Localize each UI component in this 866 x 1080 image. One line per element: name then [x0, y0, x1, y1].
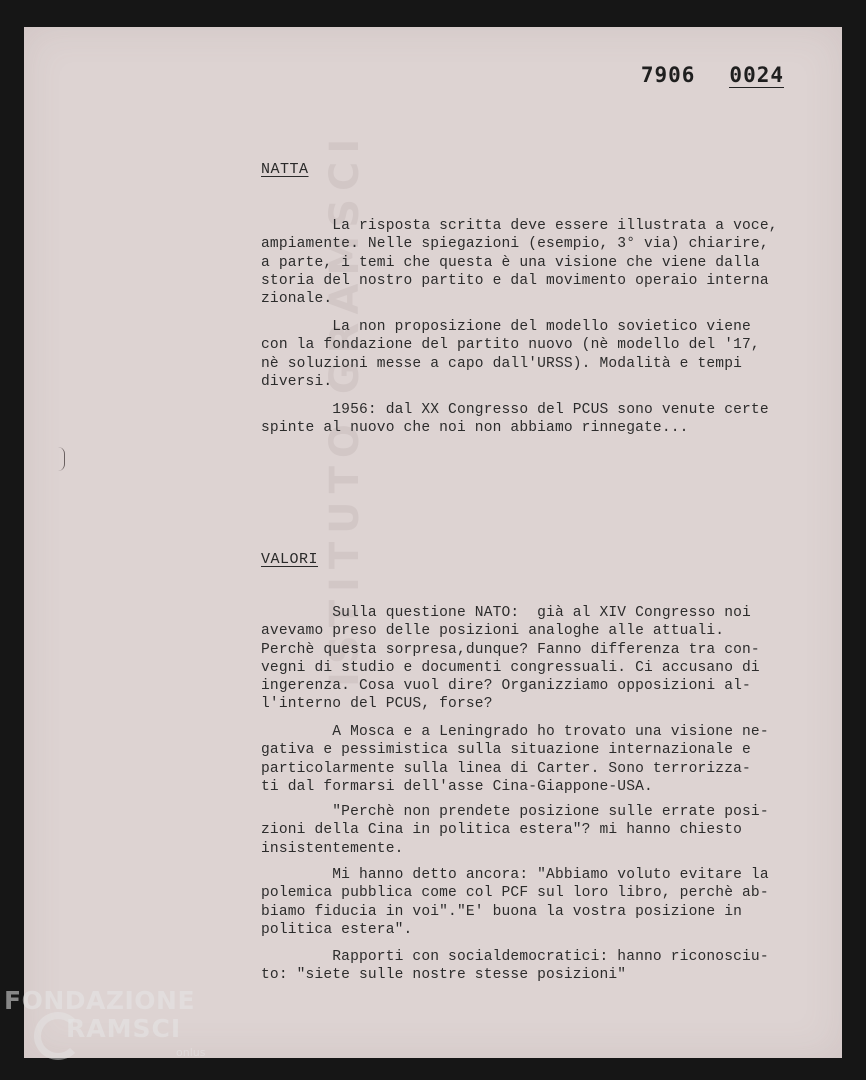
paragraph: Mi hanno detto ancora: "Abbiamo voluto evitare la polemica pubblica come col PCF sul loro libro, perchè ab- biamo fiducia in voi"."E' buona la vostra posizione in politica estera".	[261, 867, 769, 938]
document-number-left: 7906	[640, 63, 696, 87]
watermark: ISTITUTO GRAMSCI	[322, 130, 368, 687]
section-heading-valori: VALORI	[261, 551, 319, 568]
logo-line1: FONDAZIONE	[4, 986, 196, 1015]
paragraph: Sulla questione NATO: già al XIV Congresso noi avevamo preso delle posizioni analoghe alle attuali. Perchè questa sorpresa,dunque? Fanno differenza tra con- vegni di studio e documenti congressuali. Ci accusano di ingerenza. Cosa vuol dire? Organizziamo opposizioni al- l'interno del PCUS, forse?	[261, 605, 760, 713]
paragraph: La risposta scritta deve essere illustrata a voce, ampiamente. Nelle spiegazioni (esempio, 3° via) chiarire, a parte, i temi che questa è una visione che viene dalla storia del nostro partito e dal movimento operaio interna zionale.	[261, 218, 778, 308]
section-heading-natta: NATTA	[261, 161, 309, 178]
paragraph: La non proposizione del modello sovietico viene con la fondazione del partito nuovo (nè modello del '17, nè soluzioni messe a capo dall'URSS). Modalità e tempi diversi.	[261, 319, 760, 390]
margin-mark	[58, 447, 65, 471]
logo-line2: RAMSCI	[66, 1014, 182, 1043]
paragraph: Rapporti con socialdemocratici: hanno riconosciu- to: "siete sulle nostre stesse posizioni"	[261, 949, 769, 984]
fondazione-gramsci-logo	[4, 986, 224, 1076]
document-page	[24, 27, 842, 1058]
document-number	[641, 63, 784, 88]
paragraph: 1956: dal XX Congresso del PCUS sono venute certe spinte al nuovo che noi non abbiamo rinnegate...	[261, 402, 769, 437]
document-number-right: 0024	[729, 63, 784, 87]
paragraph: "Perchè non prendete posizione sulle errate posi- zioni della Cina in politica estera"? mi hanno chiesto insistentemente.	[261, 804, 769, 857]
logo-line3: onlus	[176, 1046, 206, 1059]
paragraph: A Mosca e a Leningrado ho trovato una visione ne- gativa e pessimistica sulla situazione internazionale e particolarmente sulla linea di Carter. Sono terrorizza- ti dal formarsi dell'asse Cina-Giappone-USA.	[261, 724, 769, 795]
